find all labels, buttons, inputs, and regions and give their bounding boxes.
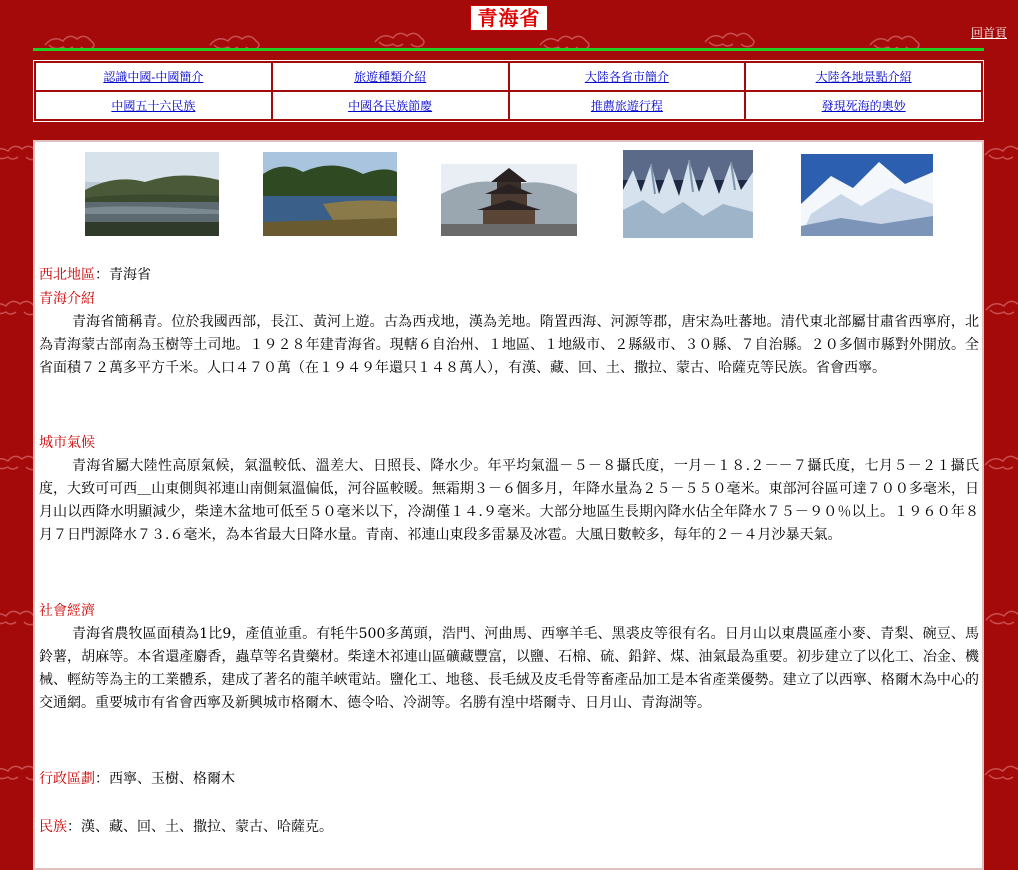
page-header — [0, 0, 1018, 60]
climate-heading: 城市氣候 — [39, 435, 95, 451]
ethnic-value: ：漢、藏、回、土、撒拉、蒙古、哈薩克。 — [67, 819, 333, 835]
photo-strip — [35, 148, 982, 240]
pagoda-photo — [441, 164, 577, 236]
admin-value: ：西寧、玉樹、格爾木 — [95, 771, 235, 787]
climate-section — [39, 432, 979, 547]
nav-cell — [510, 63, 745, 90]
lake-shore-photo — [263, 152, 397, 236]
nav-row-2 — [36, 92, 981, 119]
nav-cell — [746, 92, 981, 119]
ice-pinnacles-photo — [623, 150, 753, 238]
nav-link-china-intro[interactable]: 認識中國-中國簡介 — [103, 70, 204, 84]
nav-link-itineraries[interactable]: 推薦旅遊行程 — [590, 99, 663, 113]
nav-cell — [510, 92, 745, 119]
region-value: ：青海省 — [95, 267, 151, 283]
page-title: 青海省 — [470, 5, 548, 31]
snow-mountain-photo — [801, 154, 933, 236]
intro-text: 青海省簡稱青。位於我國西部，長江、黃河上遊。古為西戎地，漢為羌地。隋置西海、河源等郡，唐宋為吐蕃地。清代東北部屬甘肅省西寧府，北為青海蒙古部南為玉樹等土司地。１９２８年建青海省。現轄６自治州、１地區、１地級市、２縣級市、３０縣、７自治縣。２０多個市縣對外開放。全省面積７２萬多平方千米。人口４７０萬（在１９４９年還只１４８萬人），有漢、藏、回、土、撒拉、蒙古、哈薩克等民族。省會西寧。 — [39, 314, 979, 376]
admin-line — [39, 768, 979, 791]
intro-section — [39, 288, 979, 380]
home-link[interactable]: 回首頁 — [971, 26, 1008, 40]
nav-cell — [273, 92, 508, 119]
region-label: 西北地區 — [39, 267, 95, 283]
ethnic-label: 民族 — [39, 819, 67, 835]
nav-link-travel-types[interactable]: 旅遊種類介紹 — [354, 70, 427, 84]
region-line — [39, 264, 979, 287]
main-content — [33, 140, 984, 870]
nav-link-provinces[interactable]: 大陸各省市簡介 — [584, 70, 669, 84]
admin-label: 行政區劃 — [39, 771, 95, 787]
nav-cell — [36, 63, 271, 90]
intro-heading: 青海介紹 — [39, 291, 95, 307]
climate-text: 青海省屬大陸性高原氣候，氣溫較低、溫差大、日照長、降水少。年平均氣溫－５－８攝氏度，一月－１８.２－－７攝氏度，七月５－２１攝氏度，大致可可西＿山東側與祁連山南側氣溫偏低，河谷區較暖。無霜期３－６個多月，年降水量為２５－５５０毫米。東部河谷區可達７００多毫米，日月山以西降水明顯減少，柴達木盆地可低至５０毫米以下，冷湖僅１４.９毫米。大部分地區生長期內降水佔全年降水７５－９０％以上。１９６０年８月７日門源降水７３.６毫米，為本省最大日降水量。青南、祁連山東段多雷暴及冰雹。大風日數較多，每年的２－４月沙暴天氣。 — [39, 458, 979, 543]
nav-cell — [273, 63, 508, 90]
navigation-table — [33, 60, 984, 122]
nav-cell — [746, 63, 981, 90]
economy-section — [39, 600, 979, 715]
economy-text: 青海省農牧區面積為1比9，產值並重。有牦牛500多萬頭，浩門、河曲馬、西寧羊毛、黑裘皮等很有名。日月山以東農區產小麥、青梨、碗豆、馬鈴薯，胡麻等。本省還產麝香，蟲草等名貴藥材。柴達木祁連山區礦藏豐富，以鹽、石棉、硫、鉛鋅、煤、油氣最為重要。初步建立了以化工、冶金、機械、輕紡等為主的工業體系，建成了著名的龍羊峽電站。鹽化工、地毯、長毛絨及皮毛骨等畜產品加工是本省產業優勢。建立了以西寧、格爾木為中心的交通網。重要城市有省會西寧及新興城市格爾木、德令哈、冷湖等。名勝有湟中塔爾寺、日月山、青海湖等。 — [39, 626, 979, 711]
economy-heading: 社會經濟 — [39, 603, 95, 619]
nav-link-ethnic-groups[interactable]: 中國五十六民族 — [111, 99, 196, 113]
nav-cell — [36, 92, 271, 119]
nav-row-1 — [36, 63, 981, 90]
nav-link-dead-sea[interactable]: 發現死海的奧妙 — [821, 99, 906, 113]
lake-hills-photo — [85, 152, 219, 236]
nav-link-attractions[interactable]: 大陸各地景點介紹 — [815, 70, 912, 84]
header-divider — [33, 48, 984, 51]
nav-link-festivals[interactable]: 中國各民族節慶 — [348, 99, 433, 113]
ethnic-line — [39, 816, 979, 839]
